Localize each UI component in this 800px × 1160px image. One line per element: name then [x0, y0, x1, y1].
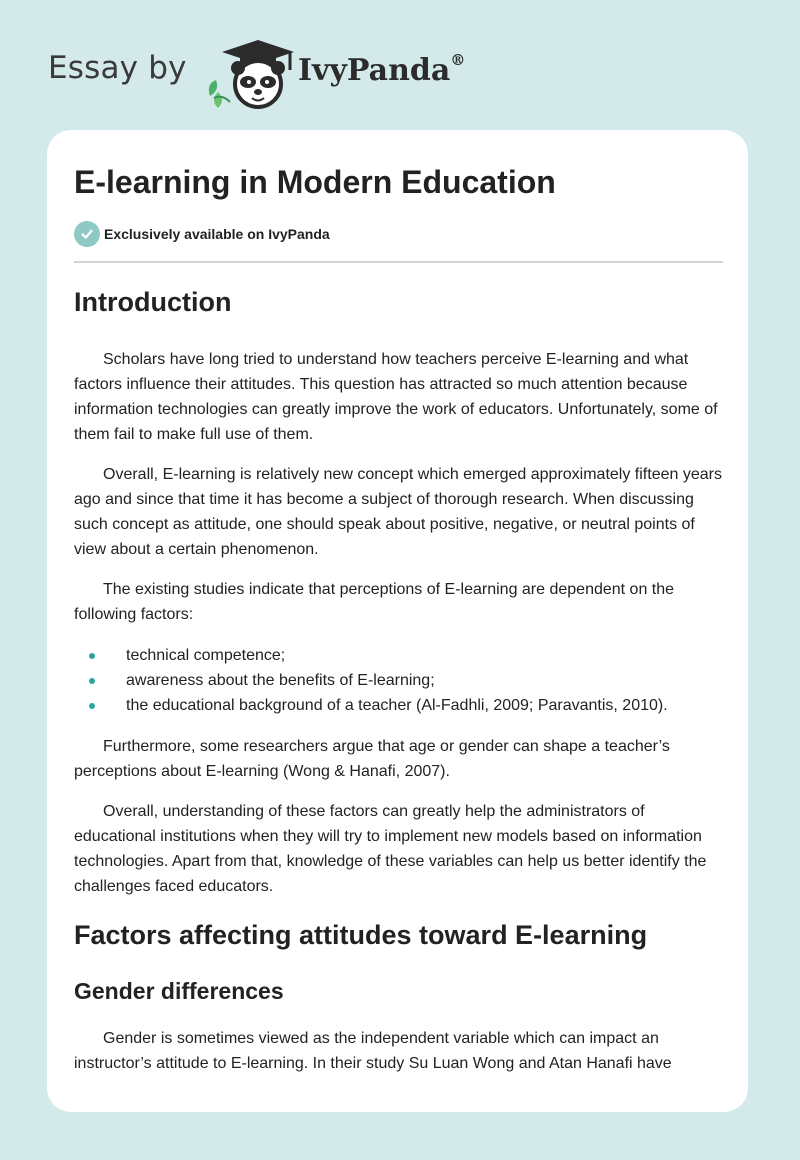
paragraph: The existing studies indicate that perceptions of E-learning are dependent on the following factors:: [74, 581, 675, 623]
divider: [74, 261, 723, 263]
list-item: awareness about the benefits of E-learning;: [74, 668, 724, 693]
paragraph: Overall, E-learning is relatively new concept which emerged approximately fifteen years ago and since that time it has become a subject of thorough research. When discussing such concept as attitude, one should speak about positive, negative, or neutral points of view about a certain phenomenon.: [74, 466, 722, 558]
article-title: E-learning in Modern Education: [74, 164, 556, 200]
list-item: the educational background of a teacher (Al-Fadhli, 2009; Paravantis, 2010).: [74, 693, 724, 718]
section-heading-factors: Factors affecting attitudes toward E-learning: [74, 920, 648, 950]
paragraph: Furthermore, some researchers argue that age or gender can shape a teacher’s perceptions about E-learning (Wong & Hanafi, 2007).: [74, 738, 670, 780]
brand-header: [48, 30, 508, 110]
section-heading-introduction: Introduction: [74, 287, 232, 317]
checkmark-icon: [74, 221, 100, 247]
article-body: [74, 280, 724, 1076]
paragraph: Overall, understanding of these factors can greatly help the administrators of educational institutions when they will try to implement new models based on information technologies. Apart from that, knowledge of these variables can help us better identify the challenges faced educators.: [74, 803, 707, 895]
paragraph: Scholars have long tried to understand how teachers perceive E-learning and what factors influence their attitudes. This question has attracted so much attention because information technologies can greatly improve the work of educators. Unfortunately, some of them fail to make full use of them.: [74, 351, 718, 443]
brand-prefix: Essay by: [48, 50, 187, 86]
exclusive-label: Exclusively available on IvyPanda: [104, 226, 330, 242]
panda-logo-icon: [200, 36, 304, 112]
exclusive-badge: [74, 221, 330, 247]
article-card: [47, 130, 748, 1112]
paragraph: Gender is sometimes viewed as the independent variable which can impact an instructor’s attitude to E-learning. In their study Su Luan Wong and Atan Hanafi have: [74, 1030, 672, 1072]
list-item: technical competence;: [74, 643, 724, 668]
subsection-heading-gender: Gender differences: [74, 978, 284, 1004]
brand-name: IvyPanda®: [298, 51, 466, 88]
factors-list: [74, 643, 724, 718]
